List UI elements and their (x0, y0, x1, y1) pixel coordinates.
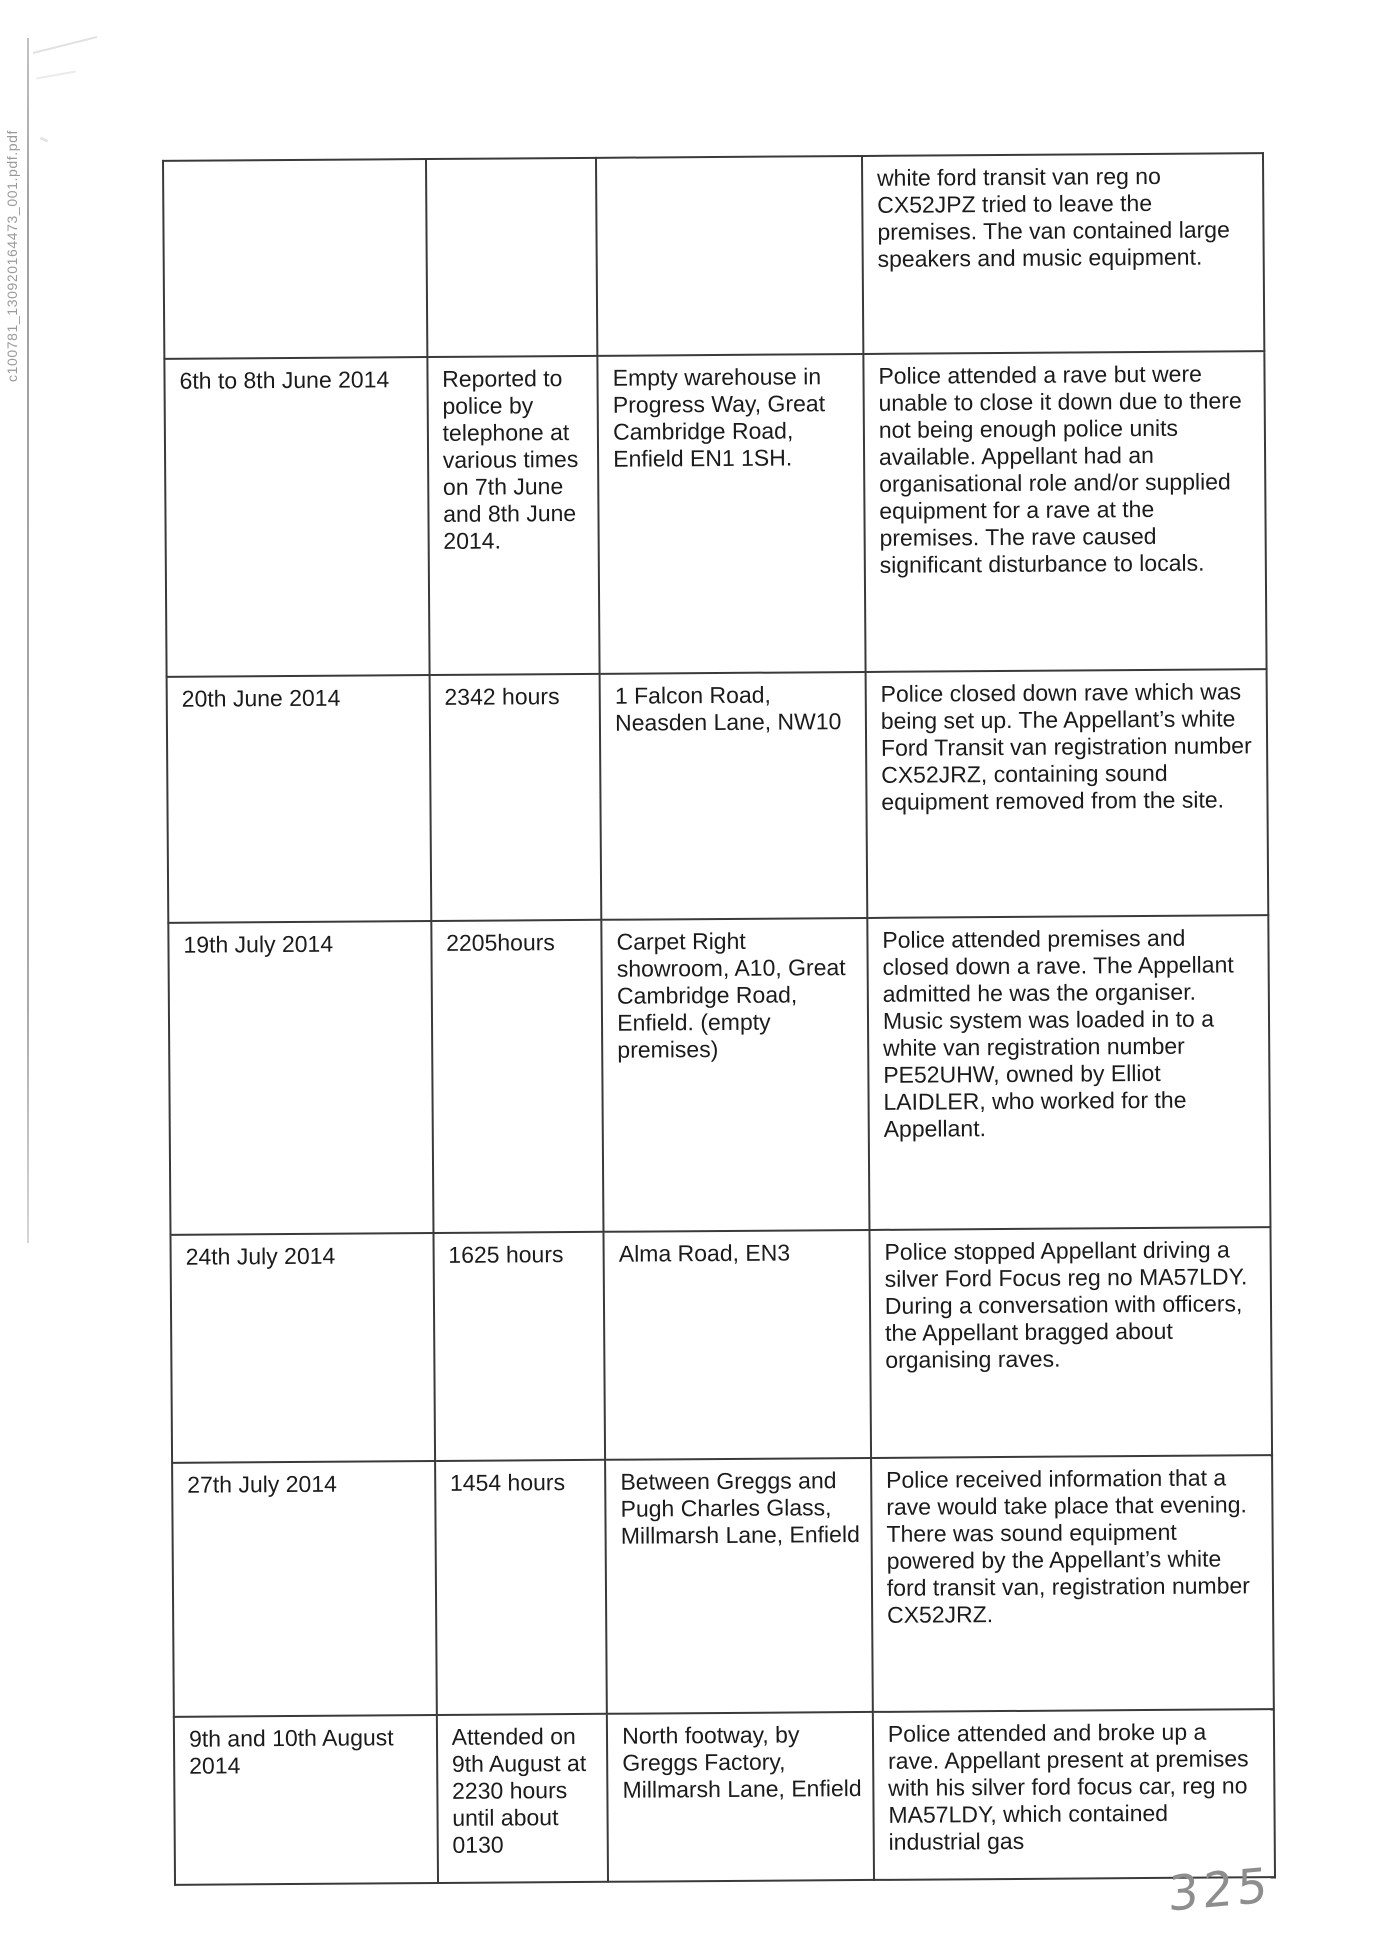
time-cell: Reported to police by telephone at various times on 7th June and 8th June 2014. (427, 356, 600, 675)
scan-edge-line (27, 38, 29, 1243)
description-cell: Police received information that a rave would take place that evening. There was sound equipment powered by the Appellant’s white ford transit van, registration number CX52JRZ. (871, 1455, 1274, 1712)
incident-table-wrap (162, 152, 1276, 1886)
time-cell (426, 158, 598, 357)
table-row (170, 1227, 1272, 1463)
location-cell: Empty warehouse in Progress Way, Great Cambridge Road, Enfield EN1 1SH. (598, 354, 866, 674)
table-row (172, 1455, 1274, 1717)
handwritten-page-number: 325 (1167, 1857, 1272, 1923)
location-cell: Alma Road, EN3 (604, 1230, 871, 1460)
description-cell: Police stopped Appellant driving a silver Ford Focus reg no MA57LDY. During a conversation with officers, the Appellant bragged about organising raves. (869, 1227, 1272, 1458)
description-cell: Police attended and broke up a rave. Appellant present at premises with his silver ford focus car, reg no MA57LDY, which contained industrial gas (873, 1709, 1275, 1880)
date-cell: 19th July 2014 (168, 921, 433, 1235)
location-cell: Between Greggs and Pugh Charles Glass, Millmarsh Lane, Enfield (605, 1458, 872, 1714)
location-cell (596, 156, 863, 356)
sidebar-filename: c100781_130920164473_001.pdf.pdf (4, 130, 20, 382)
location-cell: Carpet Right showroom, A10, Great Cambridge Road, Enfield. (empty premises) (601, 918, 869, 1232)
date-cell: 9th and 10th August 2014 (174, 1715, 438, 1885)
table-row (174, 1709, 1275, 1885)
table-row (164, 351, 1266, 677)
description-cell: Police closed down rave which was being set up. The Appellant’s white Ford Transit van registration number CX52JRZ, containing sound equipment removed from the site. (865, 669, 1268, 918)
time-cell: 2342 hours (429, 674, 601, 921)
date-cell: 27th July 2014 (172, 1461, 436, 1717)
incident-table-body (163, 153, 1275, 1885)
time-cell: 1454 hours (435, 1460, 607, 1715)
date-cell (163, 159, 427, 359)
time-cell: 2205hours (431, 920, 604, 1233)
scan-artifact (36, 71, 76, 80)
scan-artifact (40, 136, 49, 142)
scan-artifact (33, 36, 98, 54)
description-cell: Police attended premises and closed down a rave. The Appellant admitted he was the organiser. Music system was loaded in to a white van registration number PE52UHW, owned by Elliot LAIDLER, who worked for the Appellant. (867, 915, 1270, 1230)
table-row (167, 669, 1269, 923)
description-cell: white ford transit van reg no CX52JPZ tried to leave the premises. The van contained large speakers and music equipment. (862, 153, 1264, 354)
date-cell: 20th June 2014 (167, 675, 431, 923)
incident-table (162, 152, 1276, 1886)
table-row (163, 153, 1264, 359)
location-cell: 1 Falcon Road, Neasden Lane, NW10 (600, 672, 867, 920)
table-row (168, 915, 1270, 1235)
time-cell: 1625 hours (433, 1232, 605, 1461)
location-cell: North footway, by Greggs Factory, Millmarsh Lane, Enfield (607, 1712, 874, 1882)
date-cell: 6th to 8th June 2014 (164, 357, 429, 677)
date-cell: 24th July 2014 (170, 1233, 434, 1463)
description-cell: Police attended a rave but were unable to close it down due to there not being enough police units available. Appellant had an organisational role and/or supplied equipment for a rave at the premises. The rave caused significant disturbance to locals. (863, 351, 1266, 672)
time-cell: Attended on 9th August at 2230 hours until about 0130 (437, 1714, 609, 1883)
